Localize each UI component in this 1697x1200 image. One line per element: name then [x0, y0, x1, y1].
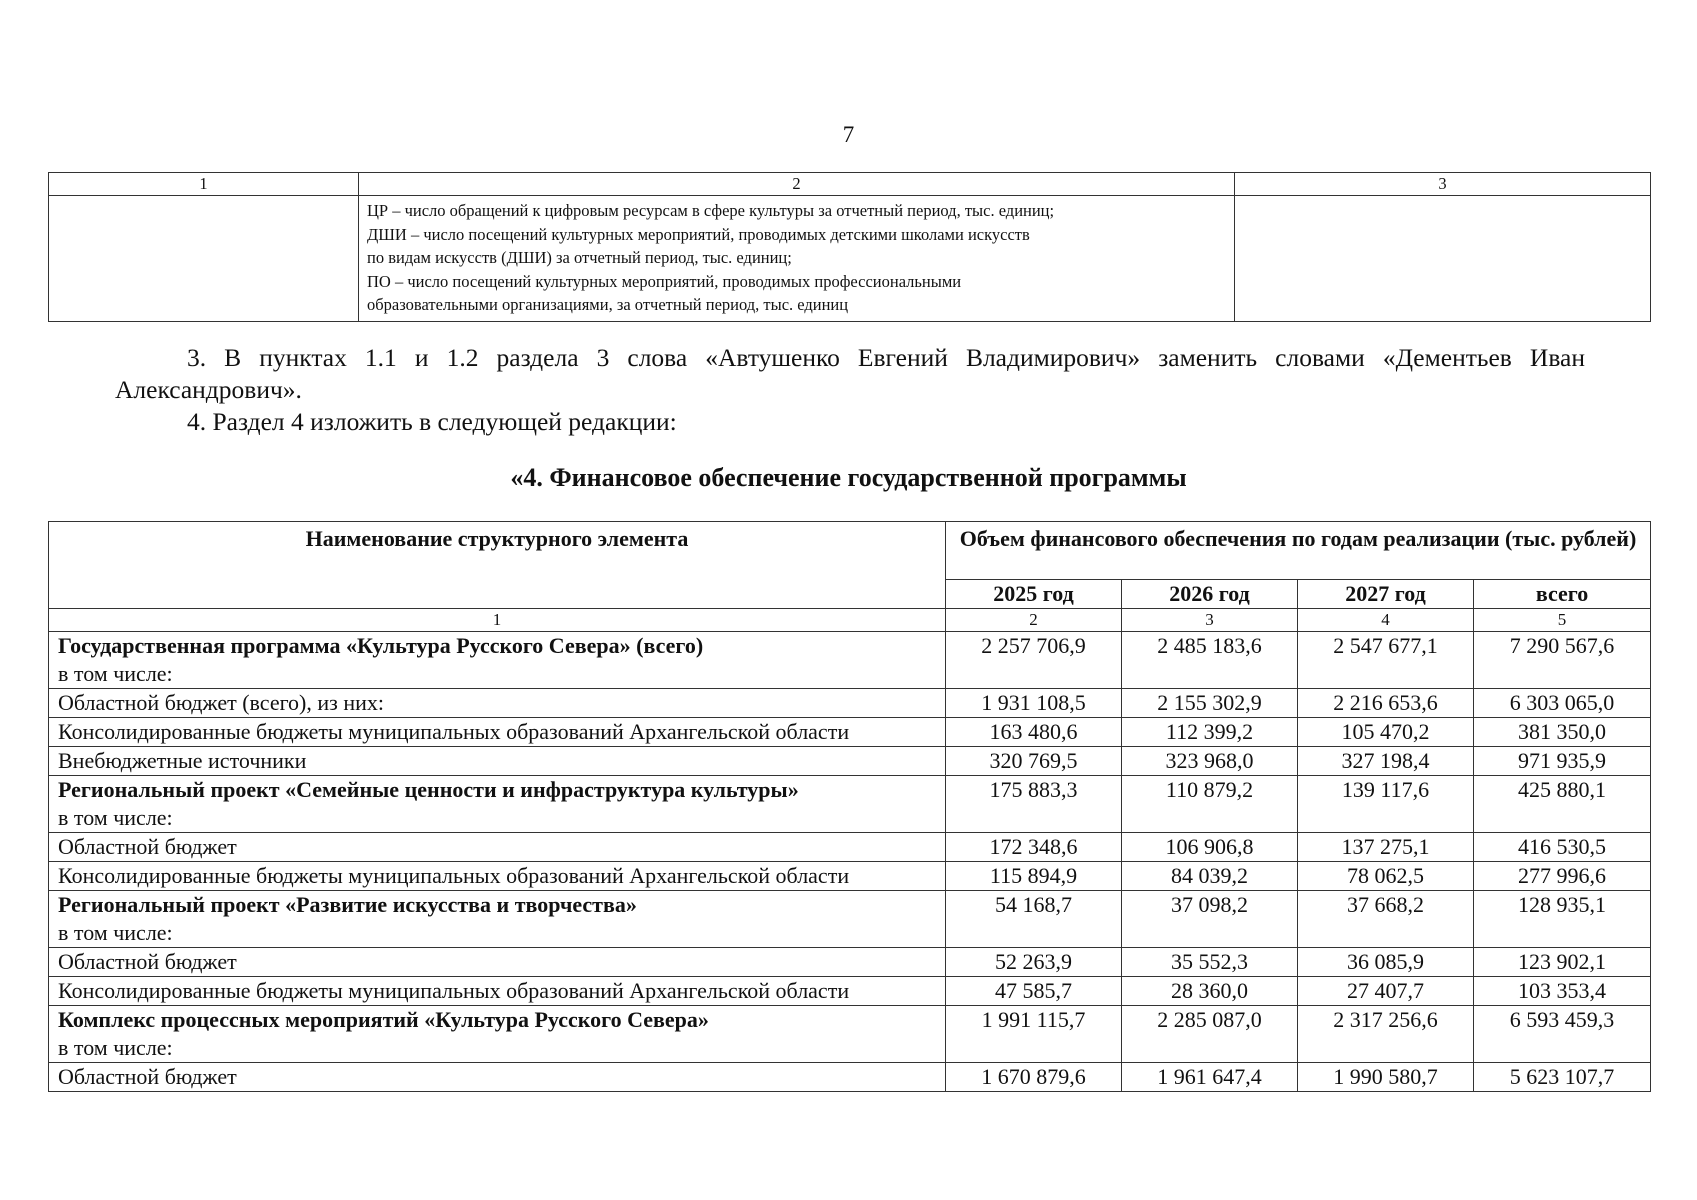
header-volume: Объем финансового обеспечения по годам реализации (тыс. рублей) [946, 522, 1651, 580]
value-cell: 103 353,4 [1474, 977, 1651, 1006]
column-number: 1 [49, 609, 946, 632]
value-cell: 137 275,1 [1298, 833, 1474, 862]
value-cell: 36 085,9 [1298, 948, 1474, 977]
row-name: Консолидированные бюджеты муниципальных образований Архангельской области [49, 862, 946, 891]
column-number: 3 [1122, 609, 1298, 632]
row-name-cell [49, 632, 946, 689]
table-row [49, 977, 1651, 1006]
value-cell: 139 117,6 [1298, 776, 1474, 833]
table-row [49, 833, 1651, 862]
definition-line: ДШИ – число посещений культурных мероприятий, проводимых детскими школами искусств [367, 224, 1030, 244]
value-cell: 106 906,8 [1122, 833, 1298, 862]
row-name: Региональный проект «Семейные ценности и инфраструктура культуры» [58, 777, 799, 802]
value-cell: 425 880,1 [1474, 776, 1651, 833]
table-row [49, 718, 1651, 747]
value-cell: 1 670 879,6 [946, 1063, 1122, 1092]
table-row [49, 1063, 1651, 1092]
value-cell: 1 991 115,7 [946, 1006, 1122, 1063]
column-number: 4 [1298, 609, 1474, 632]
value-cell: 27 407,7 [1298, 977, 1474, 1006]
page-number: 7 [842, 122, 855, 147]
definition-line: образовательными организациями, за отчетный период, тыс. единиц [367, 295, 849, 314]
value-cell: 2 485 183,6 [1122, 632, 1298, 689]
value-cell: 78 062,5 [1298, 862, 1474, 891]
value-cell: 1 990 580,7 [1298, 1063, 1474, 1092]
table-row [49, 747, 1651, 776]
table-row [49, 948, 1651, 977]
column-number: 2 [946, 609, 1122, 632]
value-cell: 84 039,2 [1122, 862, 1298, 891]
value-cell: 47 585,7 [946, 977, 1122, 1006]
row-name-cell [49, 891, 946, 948]
row-name: Консолидированные бюджеты муниципальных образований Архангельской области [49, 977, 946, 1006]
value-cell: 37 668,2 [1298, 891, 1474, 948]
table-row [49, 891, 1651, 948]
value-cell: 327 198,4 [1298, 747, 1474, 776]
financing-table [48, 521, 1651, 1092]
column-number-row [49, 609, 1651, 632]
paragraph-3: 3. В пунктах 1.1 и 1.2 раздела 3 слова «Автушенко Евгений Владимирович» заменить словами «Дементьев Иван Александрович». [115, 343, 1585, 404]
header-name: Наименование структурного элемента [49, 522, 946, 609]
table-row [49, 632, 1651, 689]
value-cell: 163 480,6 [946, 718, 1122, 747]
value-cell: 5 623 107,7 [1474, 1063, 1651, 1092]
paragraph-4: 4. Раздел 4 изложить в следующей редакции: [187, 407, 677, 436]
value-cell: 416 530,5 [1474, 833, 1651, 862]
row-name: Государственная программа «Культура Русского Севера» (всего) [58, 633, 704, 658]
row-name-cell [49, 1006, 946, 1063]
definitions-cell [359, 196, 1235, 322]
value-cell: 7 290 567,6 [1474, 632, 1651, 689]
total-header: всего [1474, 580, 1651, 609]
empty-cell [1235, 196, 1651, 322]
row-name: Региональный проект «Развитие искусства и творчества» [58, 892, 637, 917]
value-cell: 2 317 256,6 [1298, 1006, 1474, 1063]
value-cell: 2 257 706,9 [946, 632, 1122, 689]
value-cell: 172 348,6 [946, 833, 1122, 862]
value-cell: 1 961 647,4 [1122, 1063, 1298, 1092]
value-cell: 110 879,2 [1122, 776, 1298, 833]
value-cell: 112 399,2 [1122, 718, 1298, 747]
row-subtitle: в том числе: [58, 1035, 173, 1060]
row-name: Внебюджетные источники [49, 747, 946, 776]
value-cell: 6 593 459,3 [1474, 1006, 1651, 1063]
column-number: 1 [49, 173, 359, 196]
value-cell: 128 935,1 [1474, 891, 1651, 948]
value-cell: 2 285 087,0 [1122, 1006, 1298, 1063]
value-cell: 2 216 653,6 [1298, 689, 1474, 718]
definition-line: ЦР – число обращений к цифровым ресурсам в сфере культуры за отчетный период, тыс. единиц; [367, 201, 1055, 220]
table-row [49, 689, 1651, 718]
table-row [49, 196, 1651, 322]
table-row [49, 862, 1651, 891]
value-cell: 54 168,7 [946, 891, 1122, 948]
table-row [49, 1006, 1651, 1063]
row-name: Областной бюджет [49, 1063, 946, 1092]
value-cell: 52 263,9 [946, 948, 1122, 977]
value-cell: 2 547 677,1 [1298, 632, 1474, 689]
year-header: 2025 год [946, 580, 1122, 609]
row-subtitle: в том числе: [58, 920, 173, 945]
row-name: Областной бюджет [49, 948, 946, 977]
value-cell: 35 552,3 [1122, 948, 1298, 977]
continuation-table [48, 172, 1651, 322]
column-number: 5 [1474, 609, 1651, 632]
year-header: 2027 год [1298, 580, 1474, 609]
row-name: Комплекс процессных мероприятий «Культура Русского Севера» [58, 1007, 709, 1032]
value-cell: 323 968,0 [1122, 747, 1298, 776]
definition-line: ПО – число посещений культурных мероприятий, проводимых профессиональными [367, 271, 962, 291]
row-name: Областной бюджет [49, 833, 946, 862]
row-name: Консолидированные бюджеты муниципальных образований Архангельской области [49, 718, 946, 747]
empty-cell [49, 196, 359, 322]
column-number: 3 [1235, 173, 1651, 196]
column-number-row [49, 173, 1651, 196]
value-cell: 123 902,1 [1474, 948, 1651, 977]
row-subtitle: в том числе: [58, 661, 173, 686]
section-title: «4. Финансовое обеспечение государственной программы [510, 463, 1187, 492]
value-cell: 175 883,3 [946, 776, 1122, 833]
row-name-cell [49, 776, 946, 833]
value-cell: 971 935,9 [1474, 747, 1651, 776]
value-cell: 1 931 108,5 [946, 689, 1122, 718]
year-header: 2026 год [1122, 580, 1298, 609]
value-cell: 37 098,2 [1122, 891, 1298, 948]
table-row [49, 776, 1651, 833]
value-cell: 277 996,6 [1474, 862, 1651, 891]
value-cell: 320 769,5 [946, 747, 1122, 776]
value-cell: 381 350,0 [1474, 718, 1651, 747]
row-subtitle: в том числе: [58, 805, 173, 830]
row-name: Областной бюджет (всего), из них: [49, 689, 946, 718]
value-cell: 6 303 065,0 [1474, 689, 1651, 718]
value-cell: 28 360,0 [1122, 977, 1298, 1006]
column-number: 2 [359, 173, 1235, 196]
definition-line: по видам искусств (ДШИ) за отчетный период, тыс. единиц; [367, 248, 792, 267]
value-cell: 115 894,9 [946, 862, 1122, 891]
value-cell: 2 155 302,9 [1122, 689, 1298, 718]
value-cell: 105 470,2 [1298, 718, 1474, 747]
